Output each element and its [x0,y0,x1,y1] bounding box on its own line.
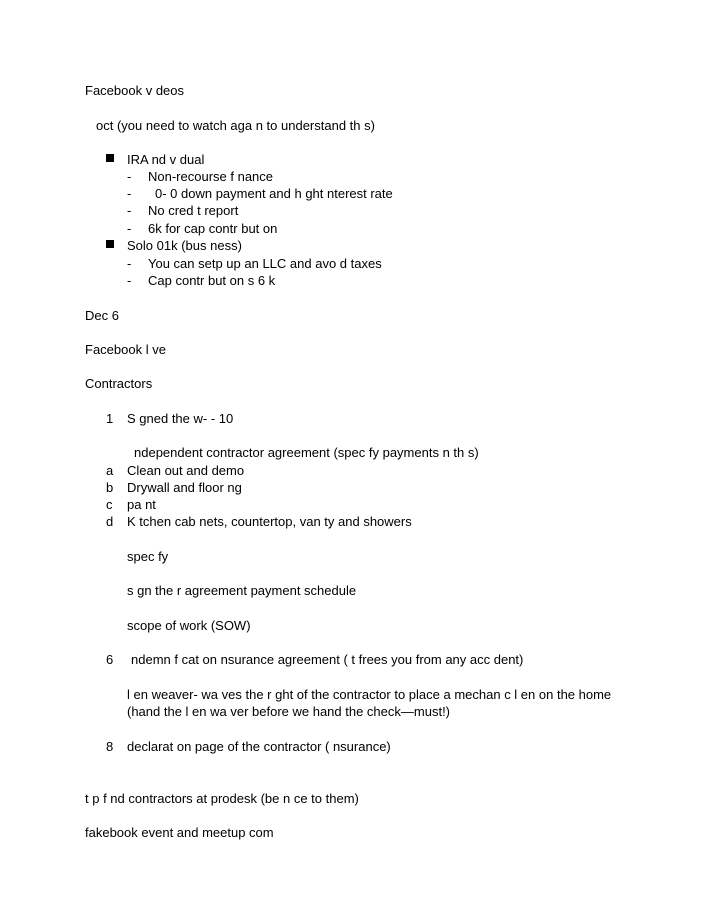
lien-text: l en weaver- wa ves the r ght of the contractor to place a mechan c l en on the home [127,687,612,702]
dash-marker: - [127,273,132,288]
step-text: ndemn f cat on nsurance agreement ( t frees you from any acc dent) [131,652,524,667]
solo-label: Solo 01k (bus ness) [127,238,242,253]
ira-label: IRA nd v dual [127,152,205,167]
dash-marker: - [127,221,132,236]
doc-title: Facebook v deos [85,83,185,98]
list-letter: d [106,514,114,529]
specify-text: spec fy [127,549,169,564]
scope-of-work-text: scope of work (SOW) [127,618,251,633]
dash-marker: - [127,256,132,271]
list-item: K tchen cab nets, countertop, van ty and showers [127,514,412,529]
step-text: S gned the w- - 10 [127,411,234,426]
list-letter: c [106,497,113,512]
tip-text: t p f nd contractors at prodesk (be n ce to them) [85,791,359,806]
list-letter: a [106,463,114,478]
oct-heading: oct (you need to watch aga n to understand th s) [96,118,375,133]
dash-marker: - [127,203,132,218]
step-number: 1 [106,411,114,426]
agreement-text: ndependent contractor agreement (spec fy payments n th s) [134,445,479,460]
square-bullet-icon [106,240,114,248]
facebook-live-heading: Facebook l ve [85,342,166,357]
solo-item: You can setp up an LLC and avo d taxes [148,256,382,271]
sign-schedule-text: s gn the r agreement payment schedule [127,583,357,598]
list-item: pa nt [127,497,156,512]
step-number: 8 [106,739,114,754]
dec-heading: Dec 6 [85,308,119,323]
lien-text-continued: (hand the l en wa ver before we hand the check—must!) [127,704,451,719]
contractors-heading: Contractors [85,376,153,391]
dash-marker: - [127,186,132,201]
step-text: declarat on page of the contractor ( nsurance) [127,739,391,754]
solo-item: Cap contr but on s 6 k [148,273,276,288]
square-bullet-icon [106,154,114,162]
ira-item: 0- 0 down payment and h ght nterest rate [155,186,393,201]
ira-item: Non-recourse f nance [148,169,274,184]
list-letter: b [106,480,114,495]
ira-item: 6k for cap contr but on [148,221,278,236]
ira-item: No cred t report [148,203,239,218]
list-item: Drywall and floor ng [127,480,242,495]
list-item: Clean out and demo [127,463,245,478]
step-number: 6 [106,652,114,667]
dash-marker: - [127,169,132,184]
footer-text: fakebook event and meetup com [85,825,274,840]
